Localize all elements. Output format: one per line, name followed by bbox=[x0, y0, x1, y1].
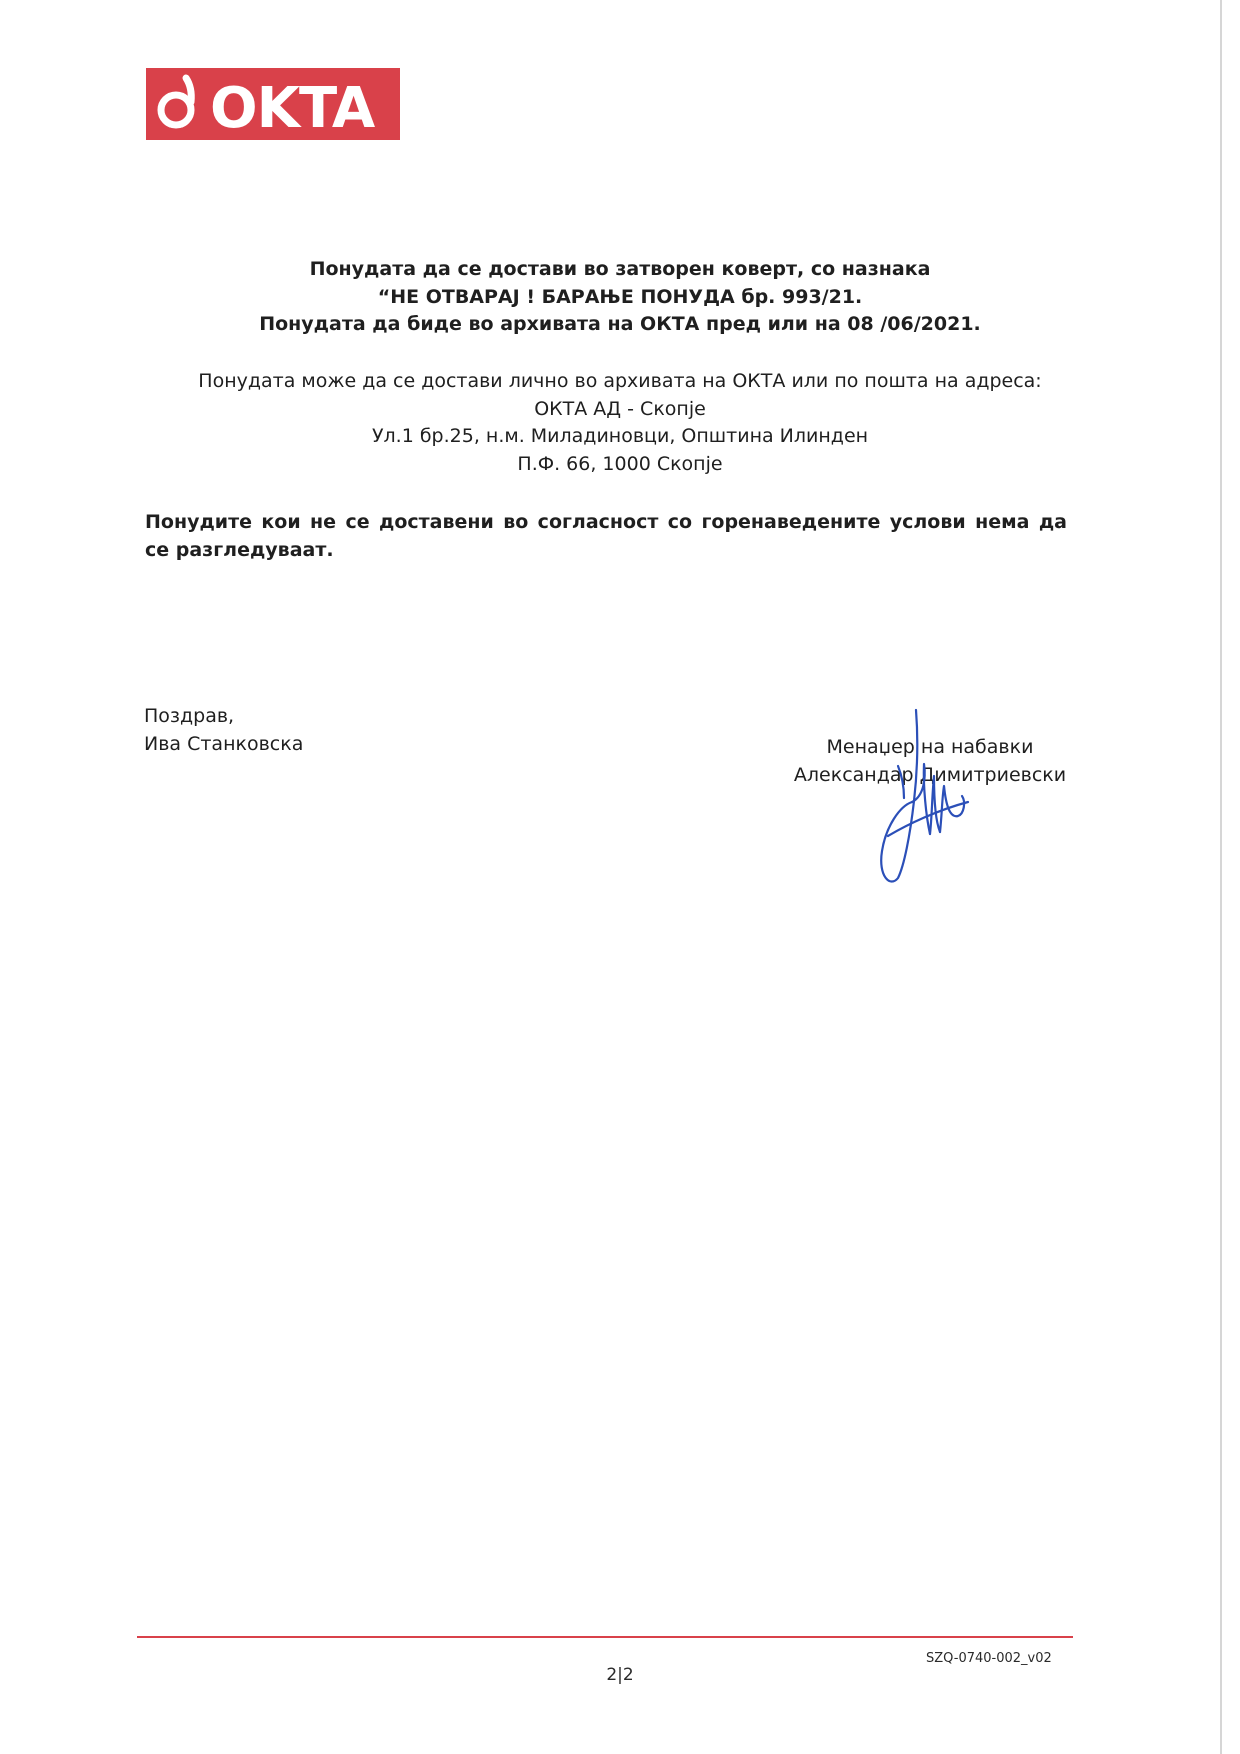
delivery-line-2: ОКТА АД - Скопје bbox=[534, 397, 706, 420]
notice-line-1: Понудата да се достави во затворен коверт, со назнака bbox=[309, 258, 931, 280]
scan-edge bbox=[1220, 0, 1222, 1754]
greeting-block bbox=[144, 702, 303, 758]
signer-title: Менаџер на набавки bbox=[826, 736, 1034, 758]
logo-text: OKTA bbox=[210, 76, 375, 140]
okta-logo bbox=[146, 68, 400, 140]
delivery-address bbox=[150, 368, 1090, 478]
greeting-closing: Поздрав, bbox=[144, 705, 235, 727]
signer-name: Александар Димитриевски bbox=[793, 764, 1067, 786]
page-number: 2|2 bbox=[606, 1665, 634, 1685]
greeting-name: Ива Станковска bbox=[144, 733, 304, 755]
delivery-line-1: Понудата може да се достави лично во архивата на ОКТА или по пошта на адреса: bbox=[198, 370, 1042, 392]
okta-logo-icon bbox=[146, 68, 400, 140]
notice-line-3: Понудата да биде во архивата на ОКТА пред или на 08 /06/2021. bbox=[259, 313, 981, 335]
notice-line-2: “НЕ ОТВАРАЈ ! БАРАЊЕ ПОНУДА бр. 993/21. bbox=[377, 285, 863, 308]
footer-divider bbox=[137, 1636, 1073, 1638]
delivery-line-3: Ул.1 бр.25, н.м. Миладиновци, Општина Илинден bbox=[371, 425, 869, 447]
delivery-line-4: П.Ф. 66, 1000 Скопје bbox=[517, 452, 723, 475]
submission-notice bbox=[150, 256, 1090, 339]
handwritten-signature-icon bbox=[868, 706, 978, 886]
warning-paragraph: Понудите кои не се доставени во согласност со горенаведените услови нема да се разгледуваат. bbox=[145, 511, 1067, 561]
document-code: SZQ-0740-002_v02 bbox=[926, 1651, 1052, 1666]
